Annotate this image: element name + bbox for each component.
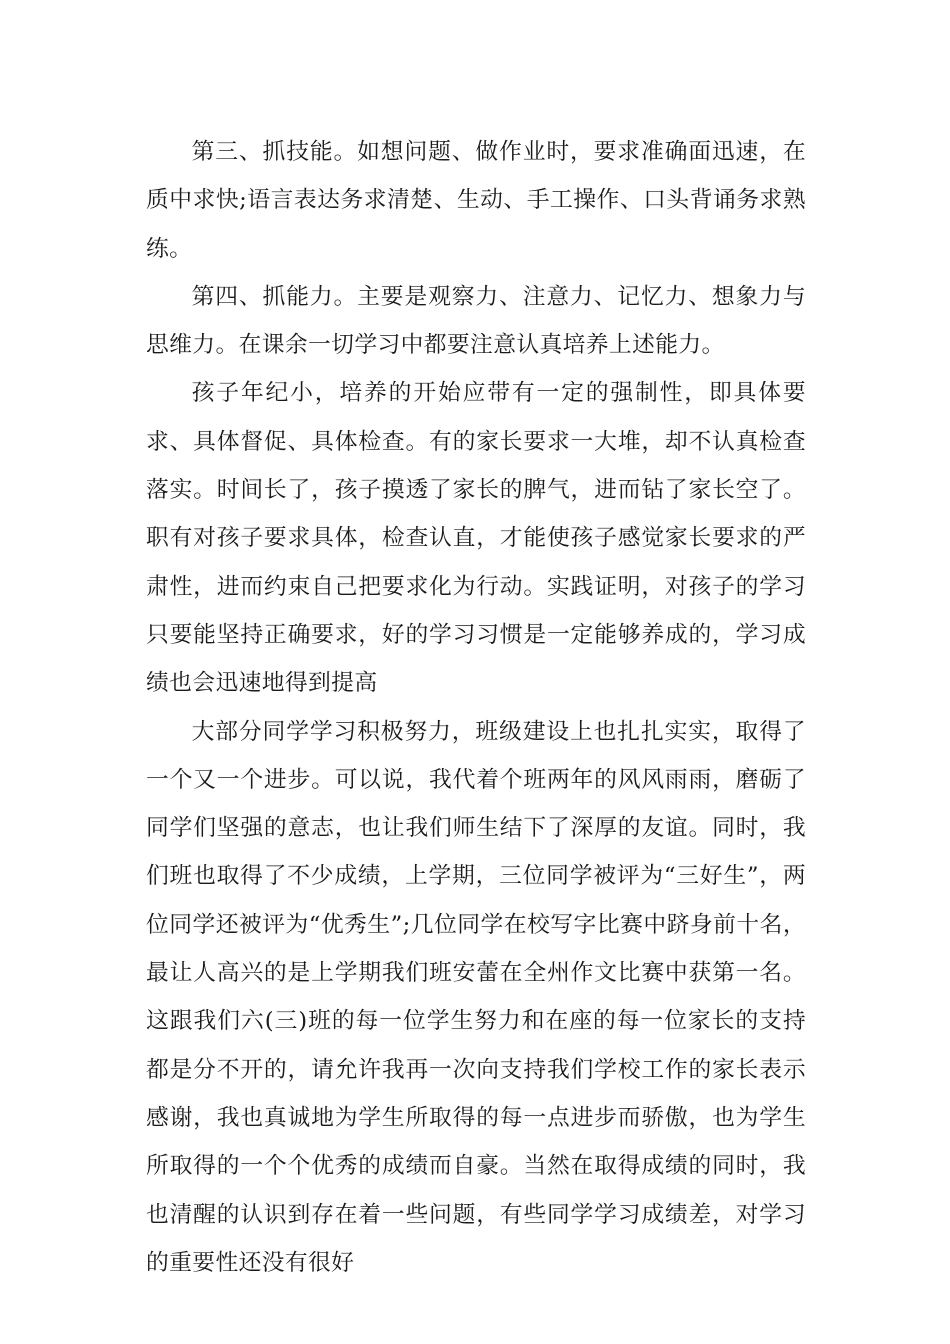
paragraph-abilities: 第四、抓能力。主要是观察力、注意力、记忆力、想象力与思维力。在课余一切学习中都要注意认真培养上述能力。 [146, 283, 806, 359]
paragraph-skills: 第三、抓技能。如想问题、做作业时，要求准确面迅速，在质中求快;语言表达务求清楚、生动、手工操作、口头背诵务求熟练。 [146, 139, 806, 262]
paragraph-class-achievements: 大部分同学学习积极努力，班级建设上也扎扎实实，取得了一个又一个进步。可以说，我代着个班两年的风风雨雨，磨砺了同学们坚强的意志，也让我们师生结下了深厚的友谊。同时，我们班也取得了不少成绩，上学期，三位同学被评为“三好生”，两位同学还被评为“优秀生”;几位同学在校写字比赛中跻身前十名，最让人高兴的是上学期我们班安蕾在全州作文比赛中获第一名。这跟我们六(三)班的每一位学生努力和在座的每一位家长的支持都是分不开的，请允许我再一次向支持我们学校工作的家长表示感谢，我也真诚地为学生所取得的每一点进步而骄傲，也为学生所取得的一个个优秀的成绩而自豪。当然在取得成绩的同时，我也清醒的认识到存在着一些问题，有些同学学习成绩差，对学习的重要性还没有很好 [146, 718, 807, 1276]
paragraph-children-habits: 孩子年纪小，培养的开始应带有一定的强制性，即具体要求、具体督促、具体检查。有的家长要求一大堆，却不认真检查落实。时间长了，孩子摸透了家长的脾气，进而钻了家长空了。职有对孩子要求具体，检查认直，才能使孩子感觉家长要求的严肃性，进而约束自己把要求化为行动。实践证明，对孩子的学习只要能坚持正确要求，好的学习习惯是一定能够养成的，学习成绩也会迅速地得到提高 [146, 380, 806, 697]
document-body [146, 128, 806, 1287]
